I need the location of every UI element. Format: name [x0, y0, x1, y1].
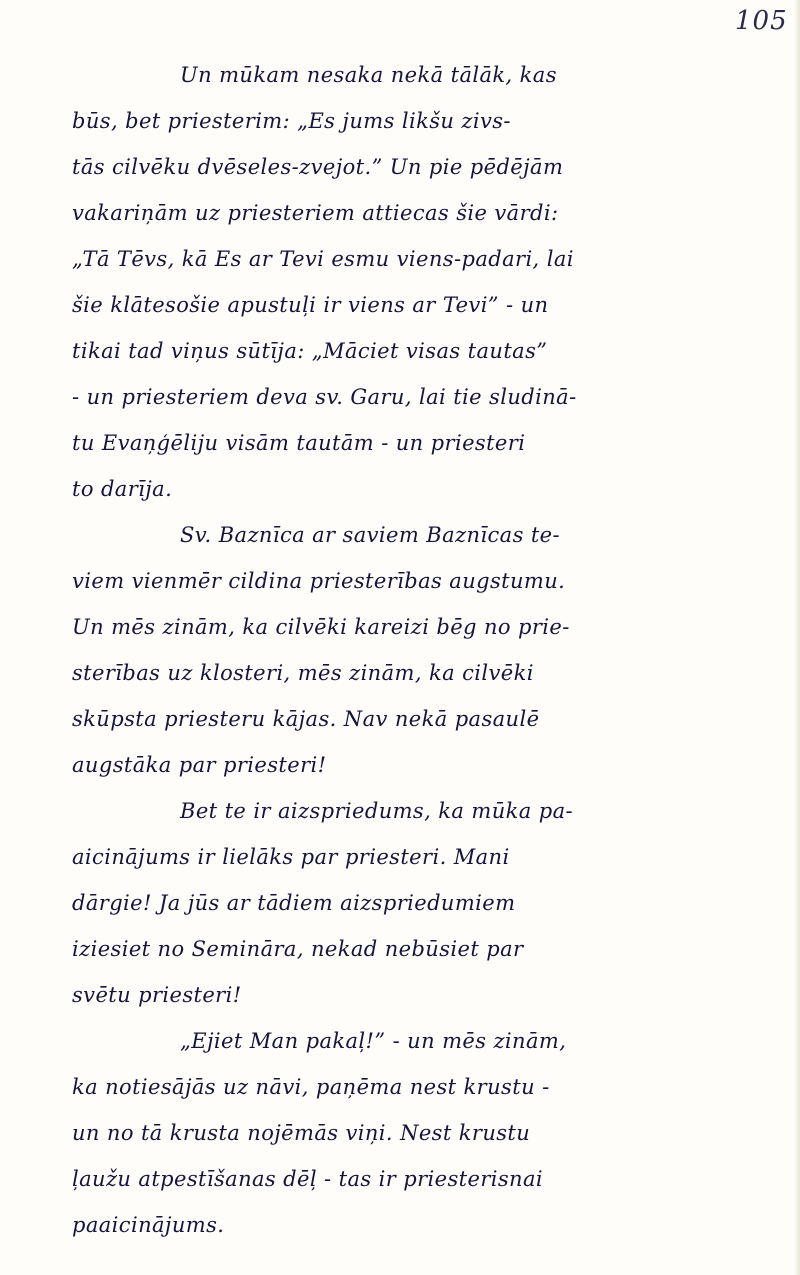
- text-line: ļaužu atpestīšanas dēļ - tas ir priesterisnai: [72, 1167, 544, 1191]
- text-line: Sv. Baznīca ar saviem Baznīcas te-: [180, 523, 561, 547]
- text-line: skūpsta priesteru kājas. Nav nekā pasaulē: [72, 707, 540, 731]
- text-line: dārgie! Ja jūs ar tādiem aizspriedumiem: [72, 891, 516, 915]
- text-line: tās cilvēku dvēseles-zvejot.” Un pie pēdējām: [72, 155, 564, 179]
- text-line: paaicinājums.: [72, 1213, 225, 1237]
- page-edge-shadow: [794, 0, 800, 1275]
- text-line: iziesiet no Semināra, nekad nebūsiet par: [72, 937, 524, 961]
- page-number: 105: [735, 6, 788, 36]
- text-line: svētu priesteri!: [72, 983, 242, 1007]
- text-line: vakariņām uz priesteriem attiecas šie vārdi:: [72, 201, 559, 225]
- text-line: aicinājums ir lielāks par priesteri. Mani: [72, 845, 510, 869]
- text-line: Bet te ir aizspriedums, ka mūka pa-: [180, 799, 573, 823]
- text-line: Un mēs zinām, ka cilvēki kareizi bēg no prie-: [72, 615, 570, 639]
- text-line: Un mūkam nesaka nekā tālāk, kas: [180, 63, 557, 87]
- text-line: viem vienmēr cildina priesterības augstumu.: [72, 569, 566, 593]
- text-line: šie klātesošie apustuļi ir viens ar Tevi” - un: [72, 293, 549, 317]
- text-line: - un priesteriem deva sv. Garu, lai tie sludinā-: [72, 385, 577, 409]
- text-line: ka notiesājās uz nāvi, paņēma nest krustu -: [72, 1075, 550, 1099]
- text-line: būs, bet priesterim: „Es jums likšu zivs-: [72, 109, 511, 133]
- handwritten-text-block: [72, 52, 777, 1248]
- text-line: sterības uz klosteri, mēs zinām, ka cilvēki: [72, 661, 534, 685]
- text-line: to darīja.: [72, 477, 173, 501]
- text-line: „Tā Tēvs, kā Es ar Tevi esmu viens-padari, lai: [72, 247, 574, 271]
- text-line: tikai tad viņus sūtīja: „Māciet visas tautas”: [72, 339, 548, 363]
- text-line: un no tā krusta nojēmās viņi. Nest krustu: [72, 1121, 531, 1145]
- text-line: „Ejiet Man pakaļ!” - un mēs zinām,: [180, 1029, 567, 1053]
- text-line: augstāka par priesteri!: [72, 753, 327, 777]
- text-line: tu Evaņģēliju visām tautām - un priesteri: [72, 431, 526, 455]
